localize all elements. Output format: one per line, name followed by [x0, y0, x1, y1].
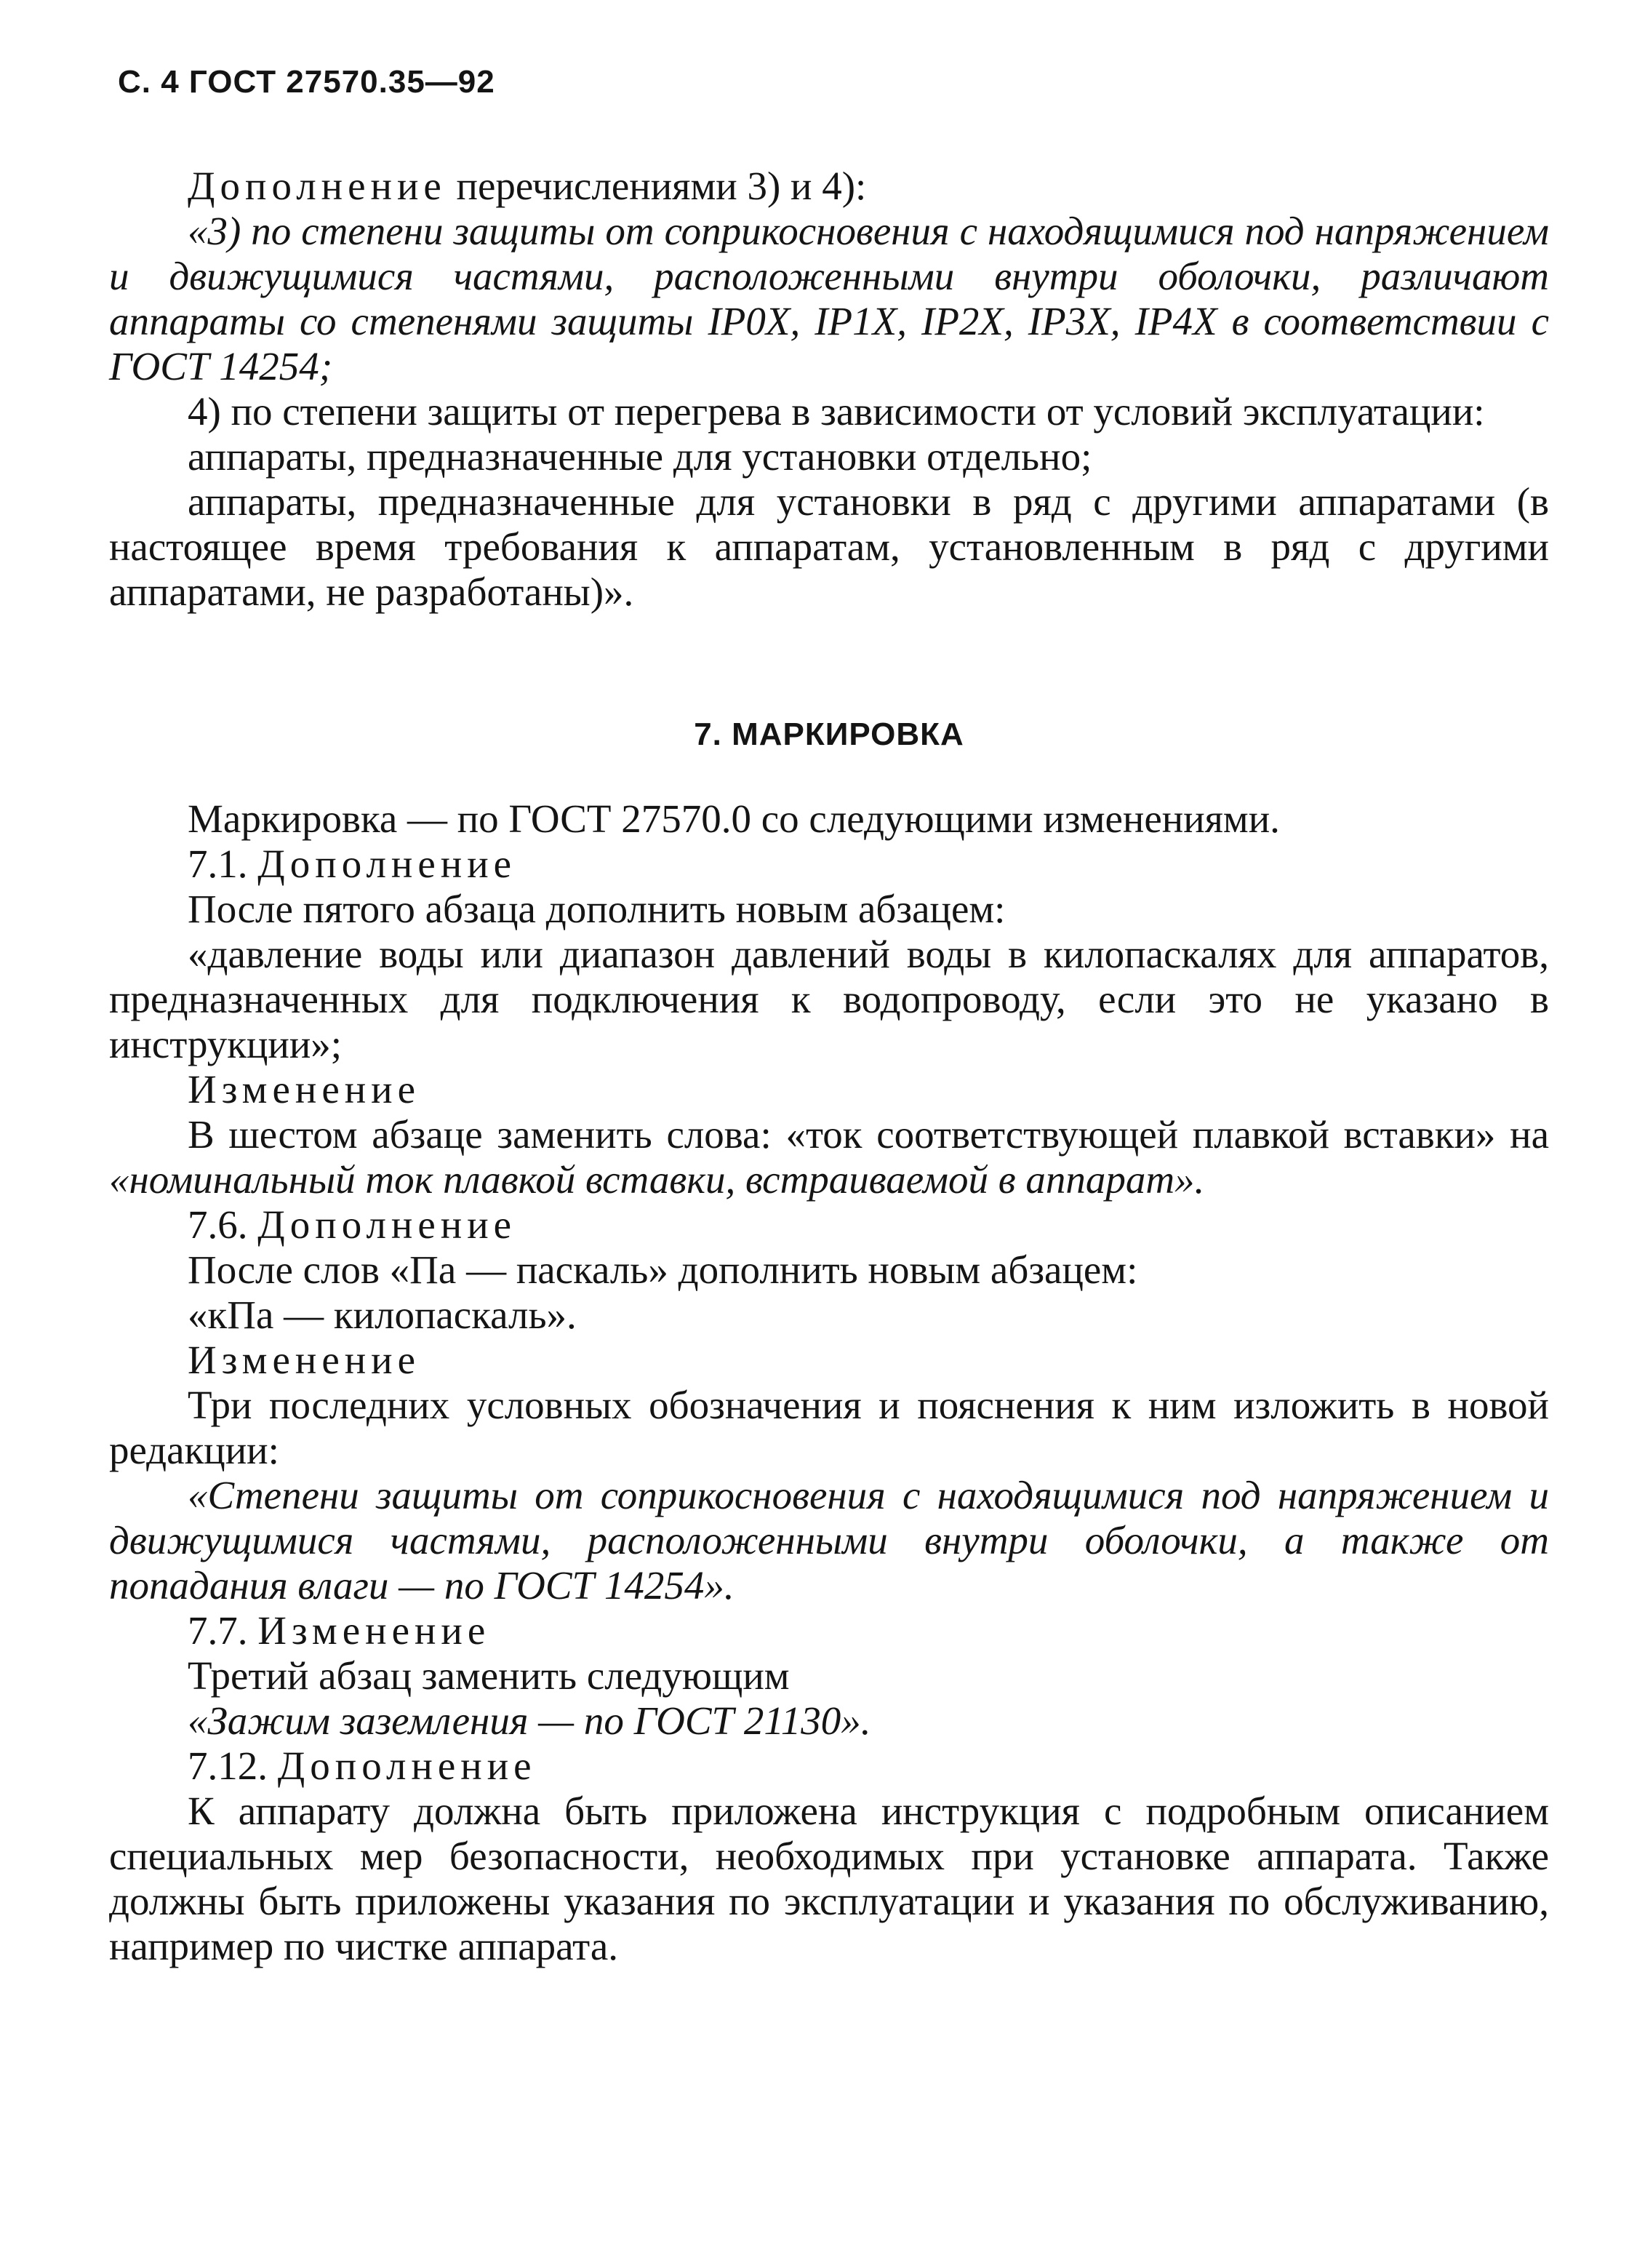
- paragraph-7-7-text1: Третий абзац заменить следующим: [188, 1653, 790, 1698]
- clause-label: Дополнение: [257, 842, 517, 886]
- page-header: С. 4 ГОСТ 27570.35—92: [118, 64, 495, 100]
- change-text: В шестом абзаце заменить слова: «ток соответствующей плавкой вставки» на: [188, 1112, 1549, 1157]
- paragraph-amendment-lead: [109, 164, 1549, 209]
- paragraph-7-7-text2: «Зажим заземления — по ГОСТ 21130».: [188, 1698, 871, 1743]
- amendment-lead-text: перечислениями 3) и 4):: [446, 164, 867, 208]
- paragraph-item-3: «3) по степени защиты от соприкосновения с находящимися под напряжением и движущимися частями, расположенными внутри оболочки, различают аппараты со степенями защиты IP0X, IP1X, IP2X, IP3X, IP4X в соответствии с ГОСТ 14254;: [109, 209, 1549, 388]
- clause-7-6-change-heading: [109, 1338, 1549, 1383]
- paragraph-7-6-text2: «кПа — килопаскаль».: [188, 1293, 577, 1337]
- clause-number: 7.12.: [188, 1744, 268, 1788]
- clause-label: Дополнение: [257, 1202, 517, 1247]
- clause-7-1-change-heading: [109, 1067, 1549, 1112]
- clause-label: Изменение: [257, 1608, 491, 1653]
- paragraph-7-1-change: [109, 1112, 1549, 1202]
- paragraph-intro: Маркировка — по ГОСТ 27570.0 со следующими изменениями.: [188, 796, 1280, 841]
- amendment-label: Дополнение: [188, 164, 447, 208]
- clause-label: Дополнение: [277, 1744, 537, 1788]
- paragraph-7-6-change-italic: «Степени защиты от соприкосновения с находящимися под напряжением и движущимися частями, расположенными внутри оболочки, а также от попадания влаги — по ГОСТ 14254».: [109, 1473, 1549, 1608]
- paragraph-item-4a: аппараты, предназначенные для установки отдельно;: [188, 434, 1092, 479]
- paragraph-item-4: 4) по степени защиты от перегрева в зависимости от условий эксплуатации:: [188, 389, 1485, 434]
- clause-number: 7.6.: [188, 1202, 248, 1247]
- paragraph-7-6-change: Три последних условных обозначения и пояснения к ним изложить в новой редакции:: [109, 1383, 1549, 1472]
- change-italic-text: «номинальный ток плавкой вставки, встраиваемой в аппарат».: [109, 1157, 1205, 1202]
- change-label: Изменение: [188, 1067, 421, 1111]
- change-label: Изменение: [188, 1338, 421, 1382]
- paragraph-7-1-text2: «давление воды или диапазон давлений воды в килопаскалях для аппаратов, предназначенных для подключения к водопроводу, если это не указано в инструкции»;: [109, 932, 1549, 1066]
- clause-7-1-heading: [109, 842, 1549, 887]
- paragraph-7-6-text1: После слов «Па — паскаль» дополнить новым абзацем:: [188, 1247, 1138, 1292]
- clause-number: 7.1.: [188, 842, 248, 886]
- paragraph-7-12-text1: К аппарату должна быть приложена инструкция с подробным описанием специальных мер безопасности, необходимых при установке аппарата. Также должны быть приложены указания по эксплуатации и указания по обслуживанию, например по чистке аппарата.: [109, 1789, 1549, 1968]
- section-6-amendment: [109, 164, 1549, 615]
- paragraph-7-1-text1: После пятого абзаца дополнить новым абзацем:: [188, 887, 1006, 931]
- clause-7-6-heading: [109, 1202, 1549, 1247]
- section-title: 7. МАРКИРОВКА: [694, 716, 964, 752]
- clause-7-12-heading: [109, 1744, 1549, 1789]
- clause-number: 7.7.: [188, 1608, 248, 1653]
- clause-7-7-heading: [109, 1608, 1549, 1653]
- paragraph-item-4b: аппараты, предназначенные для установки в ряд с другими аппаратами (в настоящее время требования к аппаратам, установленным в ряд с другими аппаратами, не разработаны)».: [109, 479, 1549, 614]
- section-7-body: [109, 796, 1549, 1969]
